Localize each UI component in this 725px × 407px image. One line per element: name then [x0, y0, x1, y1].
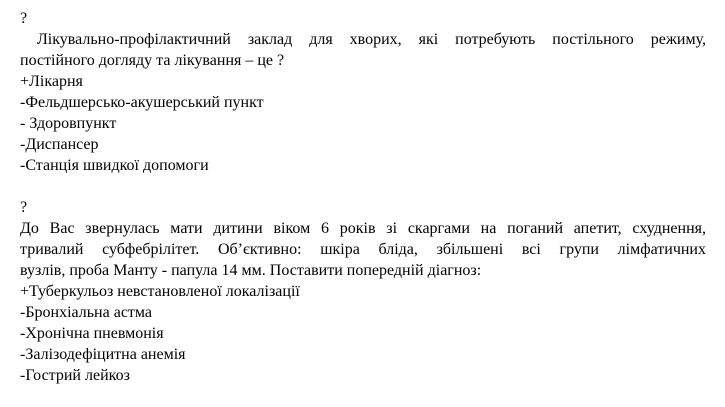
question-text-line: вузлів, проба Манту - папула 14 мм. Поставити попередній діагноз:: [20, 262, 482, 279]
paragraph-spacer: [20, 176, 706, 197]
question-text-line: Лікувально-профілактичний заклад для хворих, які потребують постільного режиму,: [20, 31, 706, 48]
answer-option: -Залізодефіцитна анемія: [20, 346, 186, 363]
document-page: [20, 8, 706, 386]
answer-option: - Здоровпункт: [20, 115, 117, 132]
question-marker: ?: [20, 10, 28, 27]
question-text-line: тривалий субфебрілітет. Об’єктивно: шкіра бліда, збільшені всі групи лімфатичних: [20, 241, 706, 258]
question-text-line: До Вас звернулась мати дитини віком 6 років зі скаргами на поганий апетит, схуднення,: [20, 220, 706, 237]
question-text-line: постійного догляду та лікування – це ?: [20, 52, 285, 69]
question-1: [20, 8, 706, 176]
answer-option: -Диспансер: [20, 136, 99, 153]
answer-option: -Гострий лейкоз: [20, 367, 130, 384]
question-marker: ?: [20, 199, 28, 216]
answer-option: +Туберкульоз невстановленої локалізації: [20, 283, 300, 300]
answer-option: -Станція швидкої допомоги: [20, 157, 209, 174]
answer-option: -Бронхіальна астма: [20, 304, 153, 321]
answer-option: -Фельдшерсько-акушерський пункт: [20, 94, 264, 111]
question-2: [20, 197, 706, 386]
answer-option: +Лікарня: [20, 73, 83, 90]
answer-option: -Хронічна пневмонія: [20, 325, 164, 342]
